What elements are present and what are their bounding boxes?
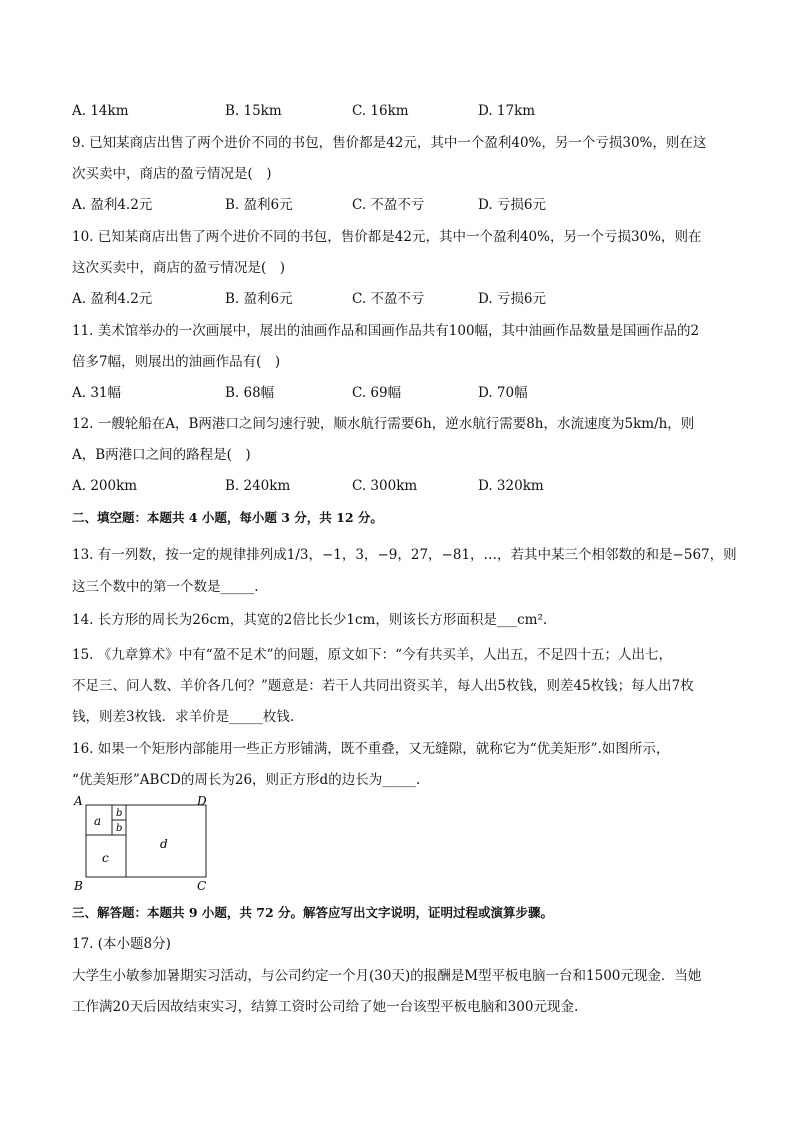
label-b2: b: [116, 823, 123, 834]
section2-heading: 二、填空题：本题共 4 小题，每小题 3 分，共 12 分。: [72, 510, 383, 525]
q9-option-c: C. 不盈不亏: [352, 197, 425, 213]
q12-stem-line1: 12. 一艘轮船在A，B两港口之间匀速行驶，顺水航行需要6h，逆水航行需要8h，水流速度为5km/h，则: [72, 416, 695, 432]
q11-option-d: D. 70幅: [478, 385, 528, 401]
q8-option-a: A. 14km: [72, 103, 129, 119]
label-C: C: [197, 879, 207, 892]
label-A: A: [74, 796, 83, 808]
figure-svg: [68, 796, 218, 892]
label-c: c: [102, 851, 109, 865]
optimal-rectangle-figure: [68, 796, 218, 892]
q10-option-a: A. 盈利4.2元: [72, 291, 153, 307]
q12-option-c: C. 300km: [352, 478, 418, 494]
q9-option-d: D. 亏损6元: [478, 197, 547, 213]
q13-stem-line2: 这三个数中的第一个数是_____.: [72, 579, 259, 595]
q8-option-b: B. 15km: [225, 103, 282, 119]
q15-stem-line3: 钱，则差3枚钱．求羊价是_____枚钱.: [72, 709, 295, 725]
q12-option-b: B. 240km: [225, 478, 291, 494]
q11-stem-line2: 倍多7幅，则展出的油画作品有( ): [72, 354, 281, 370]
q10-stem-line2: 这次买卖中，商店的盈亏情况是( ): [72, 260, 286, 276]
q11-stem-line1: 11. 美术馆举办的一次画展中，展出的油画作品和国画作品共有100幅，其中油画作品数量是国画作品的2: [72, 323, 700, 339]
q17-title: 17. (本小题8分): [72, 936, 171, 952]
q9-option-b: B. 盈利6元: [225, 197, 293, 213]
q16-stem-line2: “优美矩形”ABCD的周长为26，则正方形d的边长为_____.: [72, 772, 421, 788]
q8-option-d: D. 17km: [478, 103, 536, 119]
q10-option-d: D. 亏损6元: [478, 291, 547, 307]
q10-option-b: B. 盈利6元: [225, 291, 293, 307]
q12-stem-line2: A，B两港口之间的路程是( ): [72, 447, 251, 463]
label-D: D: [197, 796, 207, 808]
q9-stem-line2: 次买卖中，商店的盈亏情况是( ): [72, 166, 272, 182]
label-a: a: [94, 814, 102, 828]
q10-option-c: C. 不盈不亏: [352, 291, 425, 307]
q9-option-a: A. 盈利4.2元: [72, 197, 153, 213]
q17-stem-line1: 大学生小敏参加暑期实习活动，与公司约定一个月(30天)的报酬是M型平板电脑一台和1500元现金．当她: [72, 968, 702, 984]
q12-option-a: A. 200km: [72, 478, 138, 494]
q8-option-c: C. 16km: [352, 103, 409, 119]
label-d: d: [160, 837, 168, 851]
q12-option-d: D. 320km: [478, 478, 544, 494]
rect-abcd: [86, 805, 206, 877]
q11-option-a: A. 31幅: [72, 385, 122, 401]
q11-option-c: C. 69幅: [352, 385, 402, 401]
q11-option-b: B. 68幅: [225, 385, 275, 401]
q15-stem-line2: 不足三、问人数、羊价各几何？”题意是：若干人共同出资买羊，每人出5枚钱，则差45枚钱；每人出7枚: [72, 678, 694, 694]
q9-stem-line1: 9. 已知某商店出售了两个进价不同的书包，售价都是42元，其中一个盈利40%，另一个亏损30%，则在这: [72, 135, 707, 151]
q10-stem-line1: 10. 已知某商店出售了两个进价不同的书包，售价都是42元，其中一个盈利40%，另一个亏损30%，则在: [72, 229, 702, 245]
q17-stem-line2: 工作满20天后因故结束实习，结算工资时公司给了她一台该型平板电脑和300元现金.: [72, 999, 579, 1015]
label-b1: b: [116, 808, 123, 819]
q13-stem-line1: 13. 有一列数，按一定的规律排列成1/3，−1，3，−9，27，−81，…，若其中某三个相邻数的和是−567，则: [72, 547, 737, 563]
q15-stem-line1: 15. 《九章算术》中有“盈不足术”的问题，原文如下：“今有共买羊，人出五，不足四十五；人出七，: [72, 647, 672, 663]
q14-stem: 14. 长方形的周长为26cm，其宽的2倍比长少1cm，则该长方形面积是___cm².: [72, 612, 548, 628]
section3-heading: 三、解答题：本题共 9 小题，共 72 分。解答应写出文字说明，证明过程或演算步骤。: [72, 905, 554, 920]
q16-stem-line1: 16. 如果一个矩形内部能用一些正方形铺满，既不重叠，又无缝隙，就称它为“优美矩形”.如图所示，: [72, 741, 670, 757]
label-B: B: [74, 879, 83, 892]
